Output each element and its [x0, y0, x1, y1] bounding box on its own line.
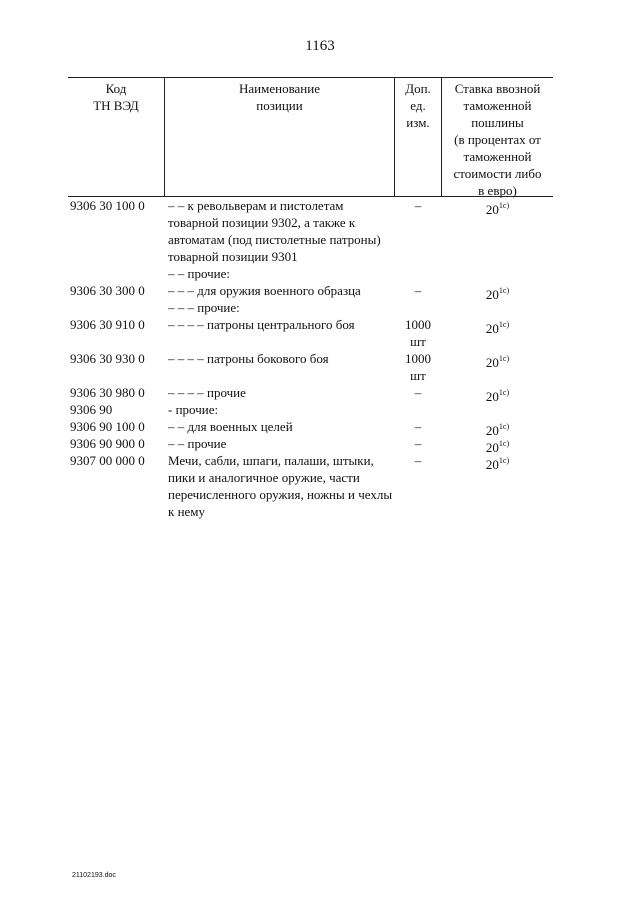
header-unit-line: изм. [406, 115, 430, 130]
row-unit: 1000 шт [405, 317, 431, 349]
row-rate: $20^{1с)}$ [485, 439, 510, 455]
row-note: 1с) [498, 388, 510, 397]
row-code: 9306 90 900 0 [70, 436, 145, 451]
header-rate-line: стоимости либо [453, 166, 542, 181]
header-rate-line: таможенной [463, 98, 532, 113]
row-name: – – для военных целей [168, 419, 293, 434]
header-rate-line: Ставка ввозной [454, 81, 541, 96]
tariff-table [68, 77, 553, 522]
row-unit: – [414, 419, 422, 434]
row-code: 9306 90 [70, 402, 113, 417]
header-unit-line: ед. [410, 98, 426, 113]
table-row [68, 265, 553, 282]
header-unit [395, 80, 441, 131]
row-code: 9306 90 100 0 [70, 419, 145, 434]
table-row [68, 197, 553, 265]
header-rate [442, 80, 553, 199]
table-row [68, 282, 553, 302]
row-code: 9306 30 980 0 [70, 385, 145, 400]
row-code: 9306 30 930 0 [70, 351, 145, 366]
header-code-line: Код [105, 81, 127, 96]
table-body [68, 197, 553, 522]
row-name: – – прочие: [168, 266, 230, 281]
header-rate-line: таможенной [463, 149, 532, 164]
row-code: 9306 30 300 0 [70, 283, 145, 298]
row-rate: $20^{1с)}$ [485, 354, 510, 370]
row-name: – – – – патроны бокового боя [168, 351, 329, 366]
header-code [68, 80, 164, 114]
row-name: – – – – патроны центрального боя [168, 317, 355, 332]
row-name: – – прочие [168, 436, 227, 451]
header-name-line: позиции [256, 98, 303, 113]
table-row [68, 350, 553, 384]
row-name: Мечи, сабли, шпаги, палаши, штыки, пики и аналогичное оружие, части перечисленного оружия, ножны и чехлы к нему [168, 453, 393, 519]
table-row [68, 401, 553, 418]
row-note: 1с) [498, 286, 510, 295]
row-name: – – к револьверам и пистолетам товарной позиции 9302, а также к автоматам (под пистолетные патроны) товарной позиции 9301 [168, 198, 381, 264]
row-unit: 1000 шт [405, 351, 431, 383]
row-name: – – – прочие: [168, 300, 240, 315]
table-header [68, 77, 553, 197]
table-row [68, 299, 553, 316]
row-name: – – – для оружия военного образца [168, 283, 361, 298]
row-code: 9307 00 000 0 [70, 453, 145, 468]
header-code-line: ТН ВЭД [93, 98, 139, 113]
header-name-line: Наименование [239, 81, 320, 96]
header-rate-line: в евро) [478, 183, 517, 198]
row-rate: $20^{1с)}$ [485, 320, 510, 336]
table-row [68, 316, 553, 350]
row-note: 1с) [498, 422, 510, 431]
row-note: 1с) [498, 439, 510, 448]
row-unit: – [414, 453, 422, 468]
row-unit: – [414, 385, 422, 400]
header-unit-line: Доп. [405, 81, 431, 96]
row-note: 1с) [498, 320, 510, 329]
page-number: 1163 [305, 38, 335, 54]
table-row [68, 418, 553, 438]
row-rate: $20^{1с)}$ [485, 286, 510, 302]
row-rate: $20^{1с)}$ [485, 388, 510, 404]
row-rate: $20^{1с)}$ [485, 456, 510, 472]
row-unit: – [414, 436, 422, 451]
row-code: 9306 30 100 0 [70, 198, 145, 213]
header-rate-line: (в процентах от [454, 132, 541, 147]
row-name: – – – – прочие [168, 385, 246, 400]
footer-filename: 21102193.doc [72, 872, 116, 879]
row-rate: $20^{1с)}$ [485, 422, 510, 438]
row-unit: – [414, 198, 422, 213]
row-code: 9306 30 910 0 [70, 317, 145, 332]
row-note: 1с) [498, 354, 510, 363]
row-unit: – [414, 283, 422, 298]
header-rate-line: пошлины [471, 115, 524, 130]
table-row [68, 452, 553, 522]
table-row [68, 384, 553, 404]
row-rate: $20^{1с)}$ [485, 201, 510, 217]
table-row [68, 435, 553, 455]
row-note: 1с) [498, 456, 510, 465]
header-name [165, 80, 394, 114]
row-name: - прочие: [168, 402, 219, 417]
row-note: 1с) [498, 201, 510, 210]
